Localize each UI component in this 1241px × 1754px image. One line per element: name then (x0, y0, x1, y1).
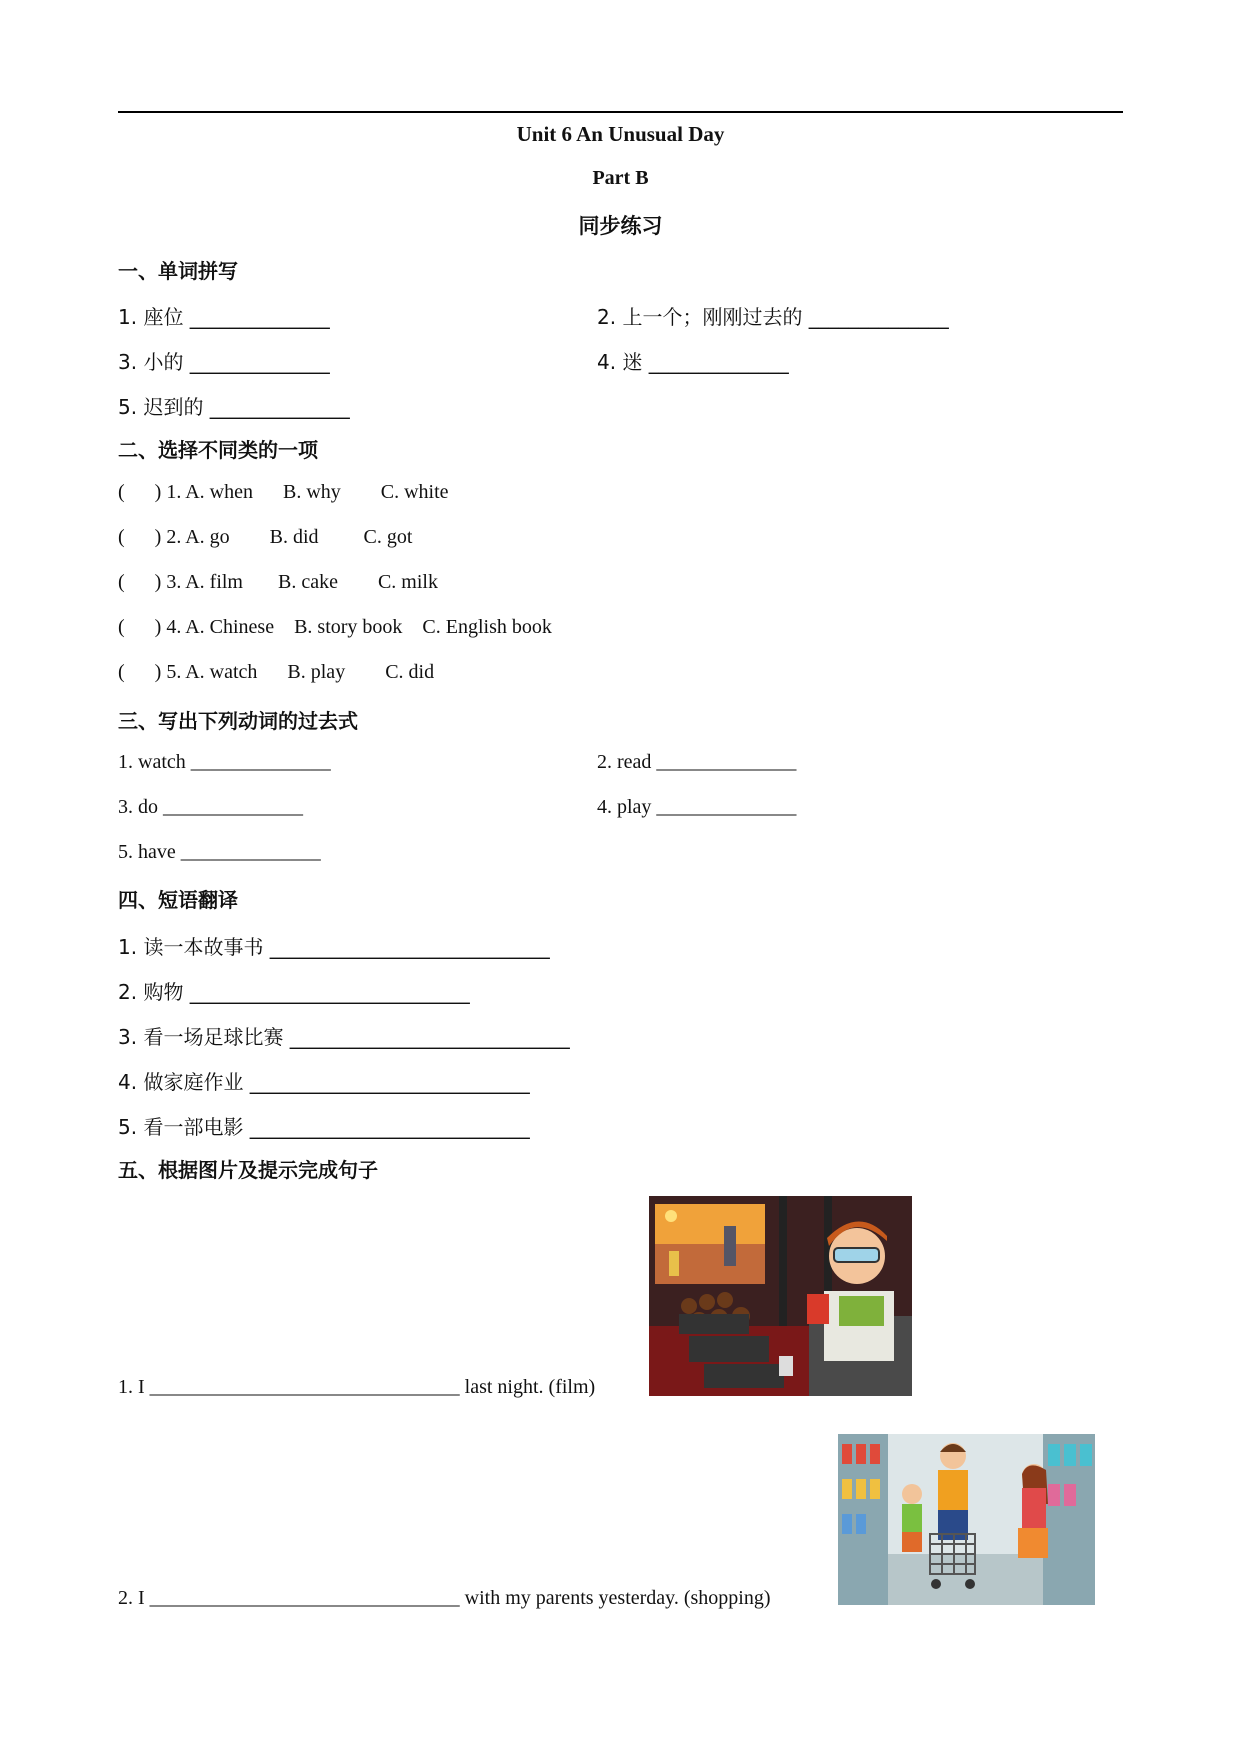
s4-item-3: 3. 看一场足球比赛 ____________________________ (118, 1025, 570, 1049)
s3-item-1: 1. watch ______________ (118, 751, 331, 773)
s1-item-5: 5. 迟到的 ______________ (118, 395, 350, 419)
section-1-heading: 一、单词拼写 (118, 259, 238, 283)
section-2-heading: 二、选择不同类的一项 (118, 438, 318, 462)
subtitle: 同步练习 (578, 214, 663, 238)
s4-item-4: 4. 做家庭作业 ____________________________ (118, 1070, 530, 1094)
section-5-heading: 五、根据图片及提示完成句子 (118, 1158, 378, 1182)
s2-item-2: ( ) 2. A. go B. did C. got (118, 526, 413, 548)
s3-item-2: 2. read ______________ (597, 751, 797, 773)
s4-item-5: 5. 看一部电影 ____________________________ (118, 1115, 530, 1139)
top-rule (118, 111, 1123, 113)
shopping-illustration (838, 1434, 1095, 1605)
s3-item-4: 4. play ______________ (597, 796, 797, 818)
s2-item-3: ( ) 3. A. film B. cake C. milk (118, 571, 438, 593)
s1-item-3: 3. 小的 ______________ (118, 350, 330, 374)
section-4-heading: 四、短语翻译 (118, 888, 238, 912)
s3-item-5: 5. have ______________ (118, 841, 321, 863)
page-title: Unit 6 An Unusual Day (516, 122, 725, 146)
s1-item-4: 4. 迷 ______________ (597, 350, 789, 374)
s2-item-1: ( ) 1. A. when B. why C. white (118, 481, 449, 503)
section-3-heading: 三、写出下列动词的过去式 (118, 709, 358, 733)
s2-item-4: ( ) 4. A. Chinese B. story book C. English book (118, 616, 552, 638)
s4-item-2: 2. 购物 ____________________________ (118, 980, 470, 1004)
s1-item-1: 1. 座位 ______________ (118, 305, 330, 329)
s5-item-2: 2. I _______________________________ with my parents yesterday. (shopping) (118, 1587, 771, 1609)
cinema-illustration (649, 1196, 912, 1396)
s3-item-3: 3. do ______________ (118, 796, 303, 818)
part-label: Part B (592, 167, 649, 189)
s2-item-5: ( ) 5. A. watch B. play C. did (118, 661, 435, 683)
s4-item-1: 1. 读一本故事书 ____________________________ (118, 935, 550, 959)
s1-item-2: 2. 上一个；刚刚过去的 ______________ (597, 305, 949, 329)
s5-item-1: 1. I _______________________________ last night. (film) (118, 1376, 596, 1398)
